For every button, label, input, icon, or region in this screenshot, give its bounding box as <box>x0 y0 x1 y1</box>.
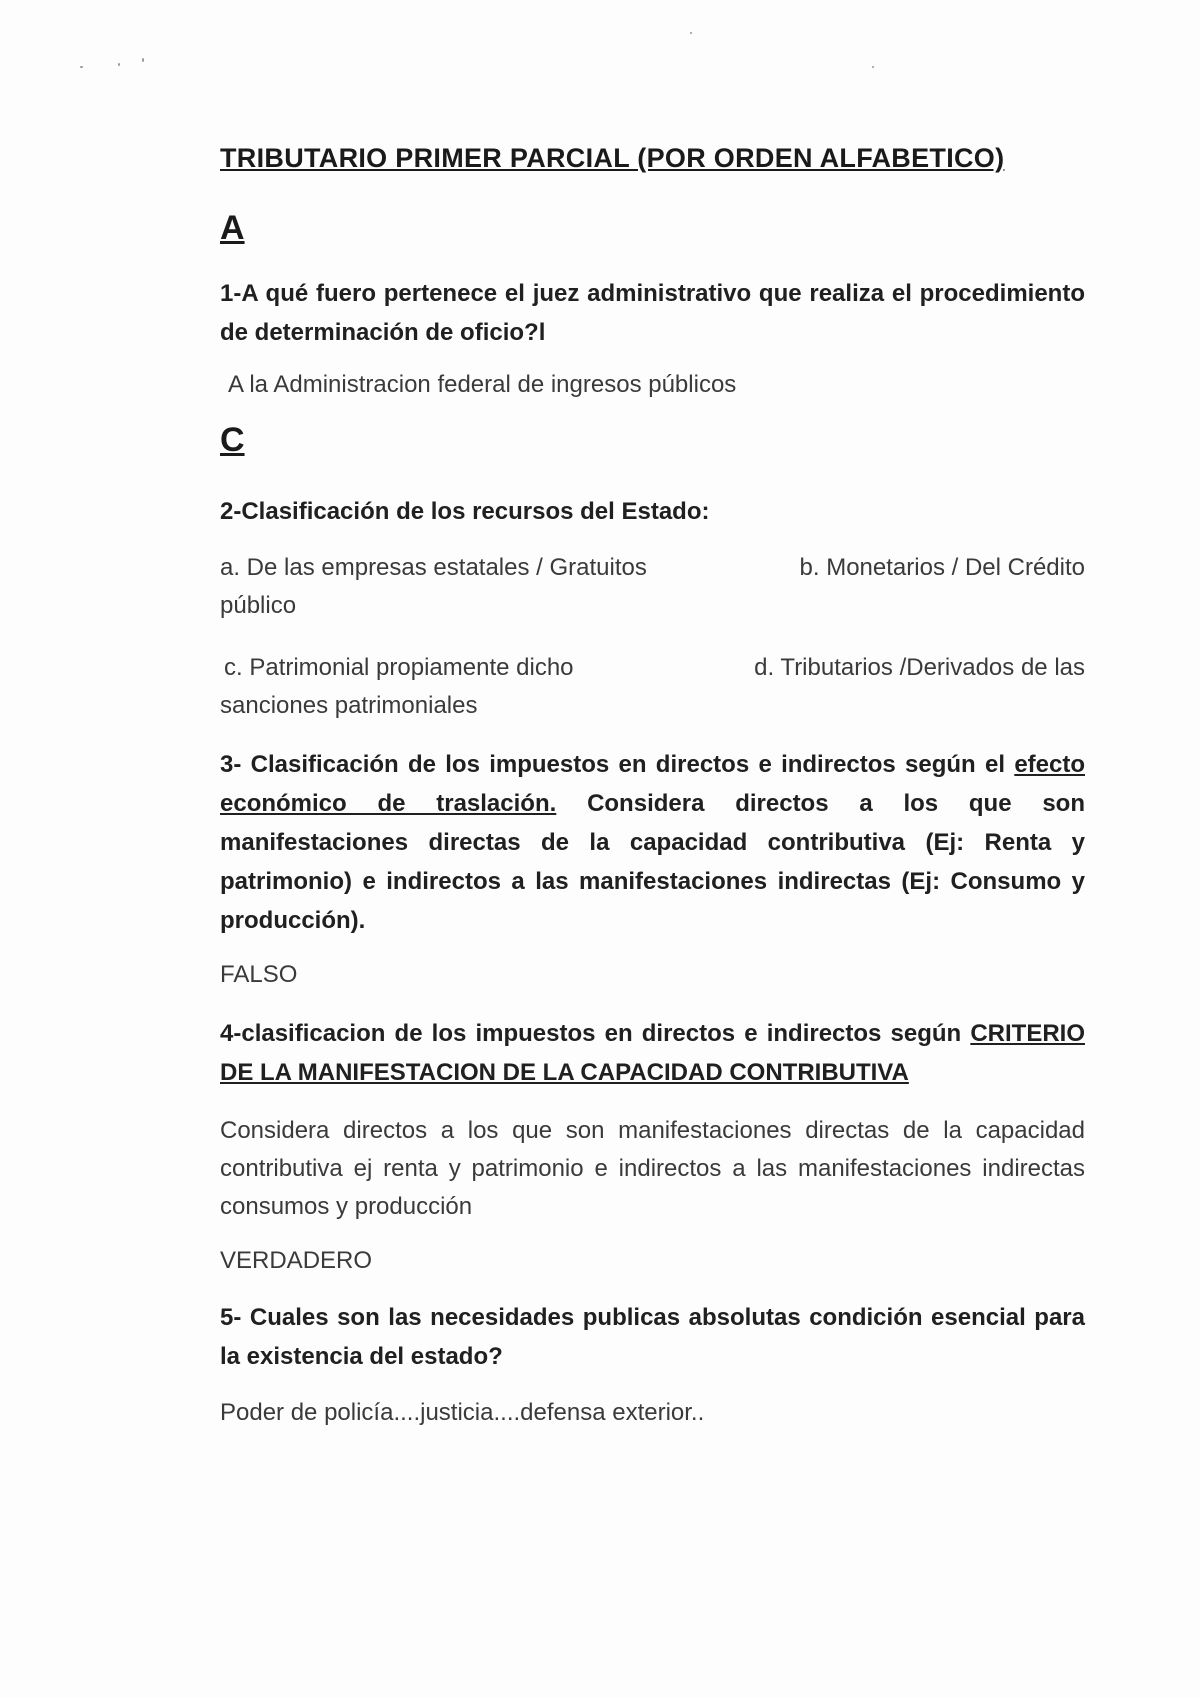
options-group-1 <box>220 549 1085 625</box>
scan-speck <box>142 58 144 62</box>
option-b: b. Monetarios / Del Crédito <box>799 554 1085 581</box>
question-4-start: 4-clasificacion de los impuestos en directos e indirectos según <box>220 1020 971 1047</box>
question-3-end: Considera directos a los que son manifestaciones directas de la capacidad contributiva (Ej: Renta y patrimonio) e indirectos a las manifestaciones indirectas (Ej: Consumo y producción). <box>220 790 1085 934</box>
document-title: TRIBUTARIO PRIMER PARCIAL (POR ORDEN ALFABETICO) <box>220 143 1005 173</box>
question-4-underlined: CRITERIO DE LA MANIFESTACION DE LA CAPACIDAD CONTRIBUTIVA <box>220 1020 1085 1086</box>
question-1: 1-A qué fuero pertenece el juez administrativo que realiza el procedimiento de determinación de oficio?l <box>220 280 1085 346</box>
scan-speck <box>118 63 120 66</box>
section-letter-c: C <box>220 421 245 459</box>
question-5: 5- Cuales son las necesidades publicas absolutas condición esencial para la existencia del estado? <box>220 1304 1085 1370</box>
answer-3: FALSO <box>220 961 298 988</box>
scan-speck <box>80 66 83 68</box>
question-4 <box>220 1014 1085 1092</box>
question-2: 2-Clasificación de los recursos del Estado: <box>220 498 710 525</box>
option-d: d. Tributarios /Derivados de las <box>754 654 1085 681</box>
options-group-2 <box>220 649 1085 725</box>
answer-4: VERDADERO <box>220 1247 373 1274</box>
option-c: c. Patrimonial propiamente dicho <box>224 654 574 681</box>
scan-speck <box>872 66 874 68</box>
question-3-start: 3- Clasificación de los impuestos en directos e indirectos según el <box>220 751 1015 778</box>
answer-4-text: Considera directos a los que son manifestaciones directas de la capacidad contributiva ej renta y patrimonio e indirectos a las manifestaciones indirectas consumos y producción <box>220 1117 1085 1220</box>
document-body <box>220 138 1085 1432</box>
answer-1: A la Administracion federal de ingresos públicos <box>228 371 737 398</box>
question-3-underlined: efecto económico de traslación. <box>220 751 1085 817</box>
option-d-continuation: sanciones patrimoniales <box>220 692 478 719</box>
scan-speck <box>690 32 692 34</box>
answer-5: Poder de policía....justicia....defensa exterior.. <box>220 1399 705 1426</box>
question-3 <box>220 745 1085 940</box>
option-b-continuation: público <box>220 592 297 619</box>
section-letter-a: A <box>220 209 245 247</box>
option-a: a. De las empresas estatales / Gratuitos <box>220 554 647 581</box>
